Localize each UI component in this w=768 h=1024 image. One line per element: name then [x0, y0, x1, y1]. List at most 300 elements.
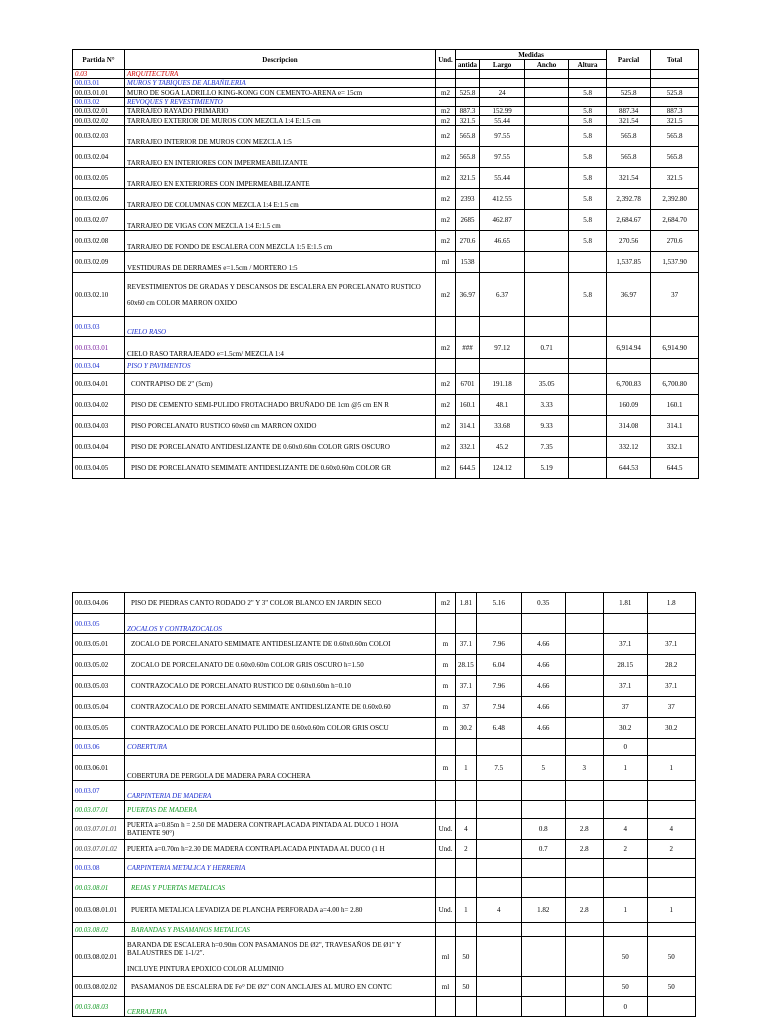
- cell-description: PISO DE PIEDRAS CANTO RODADO 2" Y 3" COLOR BLANCO EN JARDIN SECO: [125, 593, 436, 614]
- cell-altura: [569, 79, 607, 88]
- cell-parcial: 30.2: [603, 718, 647, 739]
- cell-total: 1,537.90: [651, 252, 699, 273]
- cell-parcial: 6,700.83: [607, 374, 651, 395]
- cell-parcial: 37.1: [603, 676, 647, 697]
- cell-altura: 2.8: [565, 840, 603, 859]
- cell-unit: m2: [436, 337, 456, 359]
- cell-unit: [436, 98, 456, 107]
- cell-description: ZOCALO DE PORCELANATO DE 0.60x0.60m COLOR GRIS OSCURO h=1.50: [125, 655, 436, 676]
- cell-unit: m: [436, 718, 456, 739]
- cell-total: [647, 878, 695, 898]
- cell-unit: Und.: [436, 840, 456, 859]
- cell-altura: [569, 98, 607, 107]
- cell-largo: [480, 98, 525, 107]
- cell-altura: [569, 70, 607, 79]
- cell-ancho: [521, 977, 565, 997]
- cell-ancho: [525, 231, 569, 252]
- cell-description: CARPINTERIA METALICA Y HERRERIA: [125, 859, 436, 878]
- cell-unit: [436, 79, 456, 88]
- table-row: [73, 697, 696, 718]
- cell-largo: 97.55: [480, 147, 525, 168]
- header-partida: Partida N°: [73, 50, 125, 70]
- cell-total: 50: [647, 977, 695, 997]
- table-row: [73, 147, 699, 168]
- cell-total: 1: [647, 756, 695, 781]
- cell-cantidad: [456, 859, 477, 878]
- cell-description: PUERTAS DE MADERA: [125, 801, 436, 819]
- cell-code: 00.03.02.06: [73, 189, 125, 210]
- cell-code: 00.03.03.01: [73, 337, 125, 359]
- cell-parcial: 2,684.67: [607, 210, 651, 231]
- cell-unit: [436, 359, 456, 374]
- table-row: [73, 210, 699, 231]
- cell-cantidad: 36.97: [456, 273, 480, 317]
- cell-ancho: [521, 997, 565, 1017]
- table-row: [73, 168, 699, 189]
- cell-ancho: [521, 923, 565, 937]
- cell-ancho: 0.71: [525, 337, 569, 359]
- cell-description: COBERTURA DE PERGOLA DE MADERA PARA COCHERA: [125, 756, 436, 781]
- cell-code: 00.03.05.05: [73, 718, 125, 739]
- cell-cantidad: [456, 98, 480, 107]
- cell-cantidad: 525.8: [456, 88, 480, 98]
- cell-largo: [480, 359, 525, 374]
- cell-code: 00.03.05.03: [73, 676, 125, 697]
- cell-altura: [569, 359, 607, 374]
- cell-parcial: 36.97: [607, 273, 651, 317]
- cell-cantidad: [456, 614, 477, 634]
- cell-description: ZOCALOS Y CONTRAZOCALOS: [125, 614, 436, 634]
- cell-description: TARRAJEO DE VIGAS CON MEZCLA 1:4 E:1.5 cm: [125, 210, 436, 231]
- cell-cantidad: 37.1: [456, 634, 477, 655]
- cell-parcial: 28.15: [603, 655, 647, 676]
- cell-ancho: [525, 210, 569, 231]
- cell-altura: [569, 458, 607, 479]
- cell-altura: [565, 676, 603, 697]
- cell-total: 37: [651, 273, 699, 317]
- cell-code: 00.03.08.01: [73, 878, 125, 898]
- cell-description: BARANDA DE ESCALERA h=0.90m CON PASAMANOS DE Ø2", TRAVESAÑOS DE Ø1" Y BALAUSTRES DE 1-1/2". INCLUYE PINTURA EPOXICO COLOR ALUMINIO: [125, 937, 436, 977]
- cell-cantidad: 28.15: [456, 655, 477, 676]
- cell-total: [647, 801, 695, 819]
- cell-total: [651, 317, 699, 337]
- table-row: [73, 977, 696, 997]
- cell-largo: 191.18: [480, 374, 525, 395]
- cell-code: 00.03.02.09: [73, 252, 125, 273]
- table-row: [73, 655, 696, 676]
- cell-total: 1.8: [647, 593, 695, 614]
- cell-largo: 6.04: [476, 655, 521, 676]
- cell-altura: 5.8: [569, 168, 607, 189]
- cell-code: 00.03.08.02: [73, 923, 125, 937]
- cell-code: 00.03.06: [73, 739, 125, 756]
- cell-parcial: 1.81: [603, 593, 647, 614]
- cell-largo: [476, 840, 521, 859]
- cell-code: 00.03.02: [73, 98, 125, 107]
- table-row: [73, 718, 696, 739]
- cell-cantidad: [456, 359, 480, 374]
- cell-altura: [565, 718, 603, 739]
- cell-code: 00.03.05.04: [73, 697, 125, 718]
- cell-largo: 24: [480, 88, 525, 98]
- table-row: [73, 79, 699, 88]
- cell-cantidad: [456, 70, 480, 79]
- cell-cantidad: 30.2: [456, 718, 477, 739]
- cell-total: 887.3: [651, 107, 699, 116]
- cell-unit: m: [436, 697, 456, 718]
- cell-ancho: 4.66: [521, 676, 565, 697]
- cell-unit: m: [436, 655, 456, 676]
- cell-cantidad: 6701: [456, 374, 480, 395]
- cell-description: CONTRAZOCALO DE PORCELANATO PULIDO DE 0.60x0.60m COLOR GRIS OSCU: [125, 718, 436, 739]
- table-row: [73, 437, 699, 458]
- cell-unit: m2: [436, 189, 456, 210]
- cell-cantidad: 644.5: [456, 458, 480, 479]
- table-row: [73, 70, 699, 79]
- cell-largo: 7.96: [476, 676, 521, 697]
- cell-ancho: [521, 801, 565, 819]
- cell-largo: 152.99: [480, 107, 525, 116]
- cell-total: 332.1: [651, 437, 699, 458]
- cell-cantidad: 37.1: [456, 676, 477, 697]
- cell-parcial: [603, 923, 647, 937]
- cell-description: REVOQUES Y REVESTIMIENTO: [125, 98, 436, 107]
- cell-parcial: [603, 878, 647, 898]
- cell-ancho: 35.05: [525, 374, 569, 395]
- cell-parcial: 6,914.94: [607, 337, 651, 359]
- cell-altura: [565, 801, 603, 819]
- cell-largo: 46.65: [480, 231, 525, 252]
- cell-altura: 5.8: [569, 126, 607, 147]
- cell-total: [651, 70, 699, 79]
- cell-altura: [565, 923, 603, 937]
- cell-unit: m2: [436, 593, 456, 614]
- cell-parcial: 321.54: [607, 168, 651, 189]
- cell-description: PISO Y PAVIMENTOS: [125, 359, 436, 374]
- cell-ancho: [525, 88, 569, 98]
- cell-unit: [436, 70, 456, 79]
- table-row: [73, 273, 699, 317]
- cell-total: [647, 859, 695, 878]
- cell-altura: [569, 395, 607, 416]
- cell-unit: m2: [436, 116, 456, 126]
- cell-largo: 55.44: [480, 168, 525, 189]
- budget-table-bottom: [72, 592, 696, 1017]
- cell-description: PASAMANOS DE ESCALERA DE Fe° DE Ø2" CON ANCLAJES AL MURO EN CONTC: [125, 977, 436, 997]
- cell-parcial: 321.54: [607, 116, 651, 126]
- cell-unit: m: [436, 634, 456, 655]
- table-row: [73, 997, 696, 1017]
- header-parcial: Parcial: [607, 50, 651, 70]
- header-largo: Largo: [480, 60, 525, 70]
- cell-parcial: 50: [603, 977, 647, 997]
- cell-largo: 7.94: [476, 697, 521, 718]
- cell-parcial: 50: [603, 937, 647, 977]
- cell-ancho: 4.66: [521, 634, 565, 655]
- cell-largo: 7.5: [476, 756, 521, 781]
- cell-largo: 33.68: [480, 416, 525, 437]
- cell-parcial: 37: [603, 697, 647, 718]
- cell-unit: [436, 781, 456, 801]
- cell-total: 321.5: [651, 116, 699, 126]
- cell-cantidad: 1.81: [456, 593, 477, 614]
- cell-parcial: 0: [603, 997, 647, 1017]
- cell-unit: ml: [436, 252, 456, 273]
- cell-largo: [476, 801, 521, 819]
- cell-parcial: 1: [603, 756, 647, 781]
- cell-total: 28.2: [647, 655, 695, 676]
- table-row: [73, 98, 699, 107]
- cell-ancho: [521, 878, 565, 898]
- cell-parcial: 160.09: [607, 395, 651, 416]
- table-row: [73, 374, 699, 395]
- table-row: [73, 189, 699, 210]
- table-row: [73, 416, 699, 437]
- cell-parcial: 0: [603, 739, 647, 756]
- table-row: [73, 359, 699, 374]
- cell-altura: 5.8: [569, 210, 607, 231]
- cell-unit: [436, 997, 456, 1017]
- cell-description: CONTRAPISO DE 2" (5cm): [125, 374, 436, 395]
- cell-ancho: 0.35: [521, 593, 565, 614]
- cell-description: CONTRAZOCALO DE PORCELANATO SEMIMATE ANTIDESLIZANTE DE 0.60x0.60: [125, 697, 436, 718]
- cell-ancho: [525, 359, 569, 374]
- cell-total: 2,392.80: [651, 189, 699, 210]
- cell-altura: 5.8: [569, 147, 607, 168]
- cell-cantidad: [456, 923, 477, 937]
- cell-cantidad: [456, 79, 480, 88]
- cell-cantidad: ###: [456, 337, 480, 359]
- cell-total: 6,914.90: [651, 337, 699, 359]
- table-row: [73, 634, 696, 655]
- cell-total: 644.5: [651, 458, 699, 479]
- cell-code: 00.03.07.01.01: [73, 819, 125, 840]
- table-row: [73, 819, 696, 840]
- cell-largo: 6.37: [480, 273, 525, 317]
- cell-largo: 4: [476, 898, 521, 923]
- cell-altura: [569, 437, 607, 458]
- cell-ancho: 1.82: [521, 898, 565, 923]
- cell-altura: [565, 937, 603, 977]
- cell-ancho: 5: [521, 756, 565, 781]
- table-row: [73, 878, 696, 898]
- cell-altura: [565, 739, 603, 756]
- cell-description: CIELO RASO TARRAJEADO e=1.5cm/ MEZCLA 1:4: [125, 337, 436, 359]
- cell-code: 00.03.04.03: [73, 416, 125, 437]
- cell-altura: [569, 252, 607, 273]
- cell-cantidad: [456, 781, 477, 801]
- cell-code: 00.03.08.02.02: [73, 977, 125, 997]
- cell-largo: [476, 937, 521, 977]
- cell-description: PISO DE PORCELANATO SEMIMATE ANTIDESLIZANTE DE 0.60x0.60m COLOR GR: [125, 458, 436, 479]
- cell-total: 314.1: [651, 416, 699, 437]
- cell-parcial: 2,392.78: [607, 189, 651, 210]
- cell-parcial: 1: [603, 898, 647, 923]
- cell-altura: 5.8: [569, 88, 607, 98]
- cell-description: PISO DE CEMENTO SEMI-PULIDO FROTACHADO BRUÑADO DE 1cm @5 cm EN R: [125, 395, 436, 416]
- header-total: Total: [651, 50, 699, 70]
- cell-altura: [565, 977, 603, 997]
- cell-total: [647, 997, 695, 1017]
- cell-largo: [480, 70, 525, 79]
- cell-ancho: [525, 273, 569, 317]
- cell-altura: [569, 374, 607, 395]
- cell-code: 00.03.04.01: [73, 374, 125, 395]
- cell-description: MURO DE SOGA LADRILLO KING-KONG CON CEMENTO-ARENA e= 15cm: [125, 88, 436, 98]
- cell-cantidad: [456, 317, 480, 337]
- table-row: [73, 107, 699, 116]
- cell-total: 37: [647, 697, 695, 718]
- cell-description: TARRAJEO DE FONDO DE ESCALERA CON MEZCLA 1:5 E:1.5 cm: [125, 231, 436, 252]
- cell-largo: [476, 614, 521, 634]
- cell-ancho: 4.66: [521, 655, 565, 676]
- table-row: [73, 676, 696, 697]
- table-row: [73, 614, 696, 634]
- cell-ancho: 0.7: [521, 840, 565, 859]
- cell-largo: 462.87: [480, 210, 525, 231]
- cell-code: 00.03.08.02.01: [73, 937, 125, 977]
- cell-largo: 55.44: [480, 116, 525, 126]
- table-row: [73, 252, 699, 273]
- cell-total: 565.8: [651, 126, 699, 147]
- cell-unit: [436, 801, 456, 819]
- table-row: [73, 801, 696, 819]
- cell-unit: Und.: [436, 819, 456, 840]
- cell-description: ARQUITECTURA: [125, 70, 436, 79]
- cell-cantidad: 2: [456, 840, 477, 859]
- cell-total: [647, 739, 695, 756]
- cell-code: 00.03.08.03: [73, 997, 125, 1017]
- cell-unit: m2: [436, 107, 456, 116]
- cell-ancho: [521, 859, 565, 878]
- cell-description: COBERTURA: [125, 739, 436, 756]
- cell-altura: [565, 697, 603, 718]
- cell-code: 00.03.02.07: [73, 210, 125, 231]
- cell-description: TARRAJEO EN INTERIORES CON IMPERMEABILIZANTE: [125, 147, 436, 168]
- cell-parcial: 644.53: [607, 458, 651, 479]
- cell-altura: 2.8: [565, 819, 603, 840]
- cell-code: 00.03.01.01: [73, 88, 125, 98]
- cell-ancho: [525, 79, 569, 88]
- cell-description: TARRAJEO DE COLUMNAS CON MEZCLA 1:4 E:1.5 cm: [125, 189, 436, 210]
- table-row: [73, 781, 696, 801]
- cell-altura: [569, 416, 607, 437]
- cell-code: 00.03.02.03: [73, 126, 125, 147]
- cell-total: 160.1: [651, 395, 699, 416]
- cell-altura: 5.8: [569, 273, 607, 317]
- cell-largo: [476, 819, 521, 840]
- table-row: [73, 756, 696, 781]
- cell-largo: 48.1: [480, 395, 525, 416]
- cell-total: [651, 79, 699, 88]
- cell-total: 321.5: [651, 168, 699, 189]
- cell-cantidad: 37: [456, 697, 477, 718]
- cell-unit: m2: [436, 273, 456, 317]
- cell-parcial: [603, 859, 647, 878]
- cell-total: 270.6: [651, 231, 699, 252]
- cell-cantidad: 887.3: [456, 107, 480, 116]
- cell-total: 30.2: [647, 718, 695, 739]
- cell-unit: [436, 317, 456, 337]
- cell-cantidad: 270.6: [456, 231, 480, 252]
- cell-code: 00.03.02.05: [73, 168, 125, 189]
- cell-total: 37.1: [647, 634, 695, 655]
- cell-largo: 412.55: [480, 189, 525, 210]
- cell-largo: [476, 878, 521, 898]
- cell-unit: m2: [436, 168, 456, 189]
- cell-cantidad: [456, 801, 477, 819]
- cell-cantidad: 2685: [456, 210, 480, 231]
- cell-largo: 97.12: [480, 337, 525, 359]
- cell-ancho: 3.33: [525, 395, 569, 416]
- cell-code: 0.03: [73, 70, 125, 79]
- cell-unit: m: [436, 756, 456, 781]
- budget-table-top: [72, 49, 699, 479]
- cell-total: 50: [647, 937, 695, 977]
- cell-parcial: 4: [603, 819, 647, 840]
- cell-unit: [436, 739, 456, 756]
- cell-description: MUROS Y TABIQUES DE ALBAÑILERIA: [125, 79, 436, 88]
- cell-cantidad: 1: [456, 756, 477, 781]
- cell-description: PISO DE PORCELANATO ANTIDESLIZANTE DE 0.60x0.60m COLOR GRIS OSCURO: [125, 437, 436, 458]
- cell-ancho: [521, 937, 565, 977]
- cell-total: [651, 359, 699, 374]
- cell-altura: [565, 878, 603, 898]
- cell-ancho: 5.19: [525, 458, 569, 479]
- cell-ancho: 7.35: [525, 437, 569, 458]
- cell-total: 4: [647, 819, 695, 840]
- cell-ancho: 4.66: [521, 697, 565, 718]
- cell-total: 525.8: [651, 88, 699, 98]
- cell-ancho: [525, 147, 569, 168]
- cell-total: [647, 781, 695, 801]
- cell-code: 00.03.04.02: [73, 395, 125, 416]
- cell-unit: m2: [436, 147, 456, 168]
- cell-cantidad: 565.8: [456, 126, 480, 147]
- table-row: [73, 593, 696, 614]
- cell-altura: 5.8: [569, 231, 607, 252]
- table-row: [73, 923, 696, 937]
- cell-ancho: [521, 614, 565, 634]
- cell-description: CIELO RASO: [125, 317, 436, 337]
- cell-unit: [436, 878, 456, 898]
- cell-total: 2,684.70: [651, 210, 699, 231]
- cell-ancho: 9.33: [525, 416, 569, 437]
- cell-parcial: [603, 801, 647, 819]
- cell-parcial: 525.8: [607, 88, 651, 98]
- cell-parcial: [607, 98, 651, 107]
- cell-altura: [565, 781, 603, 801]
- cell-cantidad: [456, 997, 477, 1017]
- header-cantidad: antida: [456, 60, 480, 70]
- cell-code: 00.03.03: [73, 317, 125, 337]
- cell-altura: [565, 614, 603, 634]
- cell-ancho: [525, 126, 569, 147]
- cell-parcial: 2: [603, 840, 647, 859]
- cell-code: 00.03.05.02: [73, 655, 125, 676]
- cell-unit: [436, 614, 456, 634]
- cell-parcial: [603, 781, 647, 801]
- cell-cantidad: 565.8: [456, 147, 480, 168]
- cell-total: 2: [647, 840, 695, 859]
- cell-largo: 7.96: [476, 634, 521, 655]
- header-descripcion: Descripcion: [125, 50, 436, 70]
- cell-description: PUERTA a=0.70m h=2.30 DE MADERA CONTRAPLACADA PINTADA AL DUCO (1 H: [125, 840, 436, 859]
- cell-description: PUERTA a=0.85m h = 2.50 DE MADERA CONTRAPLACADA PINTADA AL DUCO 1 HOJA BATIENTE 90°): [125, 819, 436, 840]
- cell-altura: [565, 634, 603, 655]
- cell-ancho: [525, 252, 569, 273]
- cell-total: [647, 614, 695, 634]
